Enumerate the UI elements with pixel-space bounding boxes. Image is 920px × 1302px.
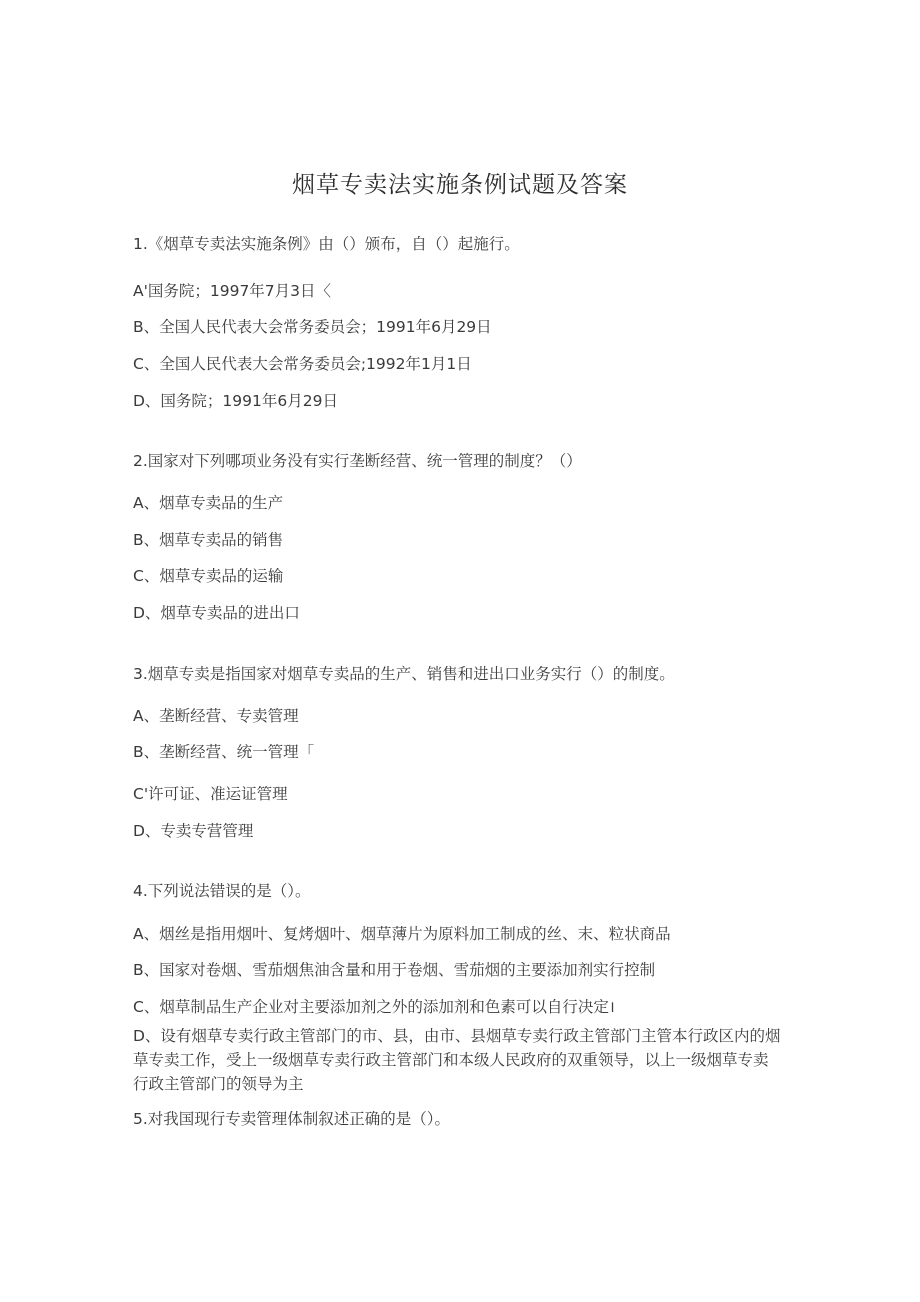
question-1-option-d: D、国务院；1991年6月29日 [133,392,338,410]
question-1-option-b: B、全国人民代表大会常务委员会；1991年6月29日 [133,318,492,336]
question-2-option-b: B、烟草专卖品的销售 [133,531,284,549]
question-3-option-c: C'许可证、准运证管理 [133,785,288,803]
question-1-option-c: C、全国人民代表大会常务委员会;1992年1月1日 [133,355,472,373]
question-4-option-a: A、烟丝是指用烟叶、复烤烟叶、烟草薄片为原料加工制成的丝、末、粒状商品 [133,925,671,943]
question-3-option-d: D、专卖专营管理 [133,822,254,840]
question-4-option-d: D、设有烟草专卖行政主管部门的市、县，由市、县烟草专卖行政主管部门主管本行政区内的烟草专卖工作，受上一级烟草专卖行政主管部门和本级人民政府的双重领导，以上一级烟草专卖行政主管部门的领导为主 [133,1027,781,1093]
question-3-option-b: B、垄断经营、统一管理「 [133,743,315,761]
question-4-option-c: C、烟草制品生产企业对主要添加剂之外的添加剂和色素可以自行决定। [133,998,615,1016]
question-5-stem: 5.对我国现行专卖管理体制叙述正确的是（）。 [133,1110,451,1128]
question-2-option-a: A、烟草专卖品的生产 [133,494,284,512]
question-1-option-a: A'国务院；1997年7月3日〈 [133,282,332,300]
document-title: 烟草专卖法实施条例试题及答案 [292,172,628,198]
question-4-stem: 4.下列说法错误的是（）。 [133,882,311,900]
question-1-stem: 1.《烟草专卖法实施条例》由（）颁布，自（）起施行。 [133,235,520,253]
question-2-stem: 2.国家对下列哪项业务没有实行垄断经营、统一管理的制度？（） [133,452,582,470]
question-4-option-b: B、国家对卷烟、雪茄烟焦油含量和用于卷烟、雪茄烟的主要添加剂实行控制 [133,961,656,979]
question-2-option-c: C、烟草专卖品的运输 [133,567,284,585]
question-3-option-a: A、垄断经营、专卖管理 [133,707,299,725]
question-2-option-d: D、烟草专卖品的进出口 [133,604,300,622]
question-3-stem: 3.烟草专卖是指国家对烟草专卖品的生产、销售和进出口业务实行（）的制度。 [133,665,675,683]
